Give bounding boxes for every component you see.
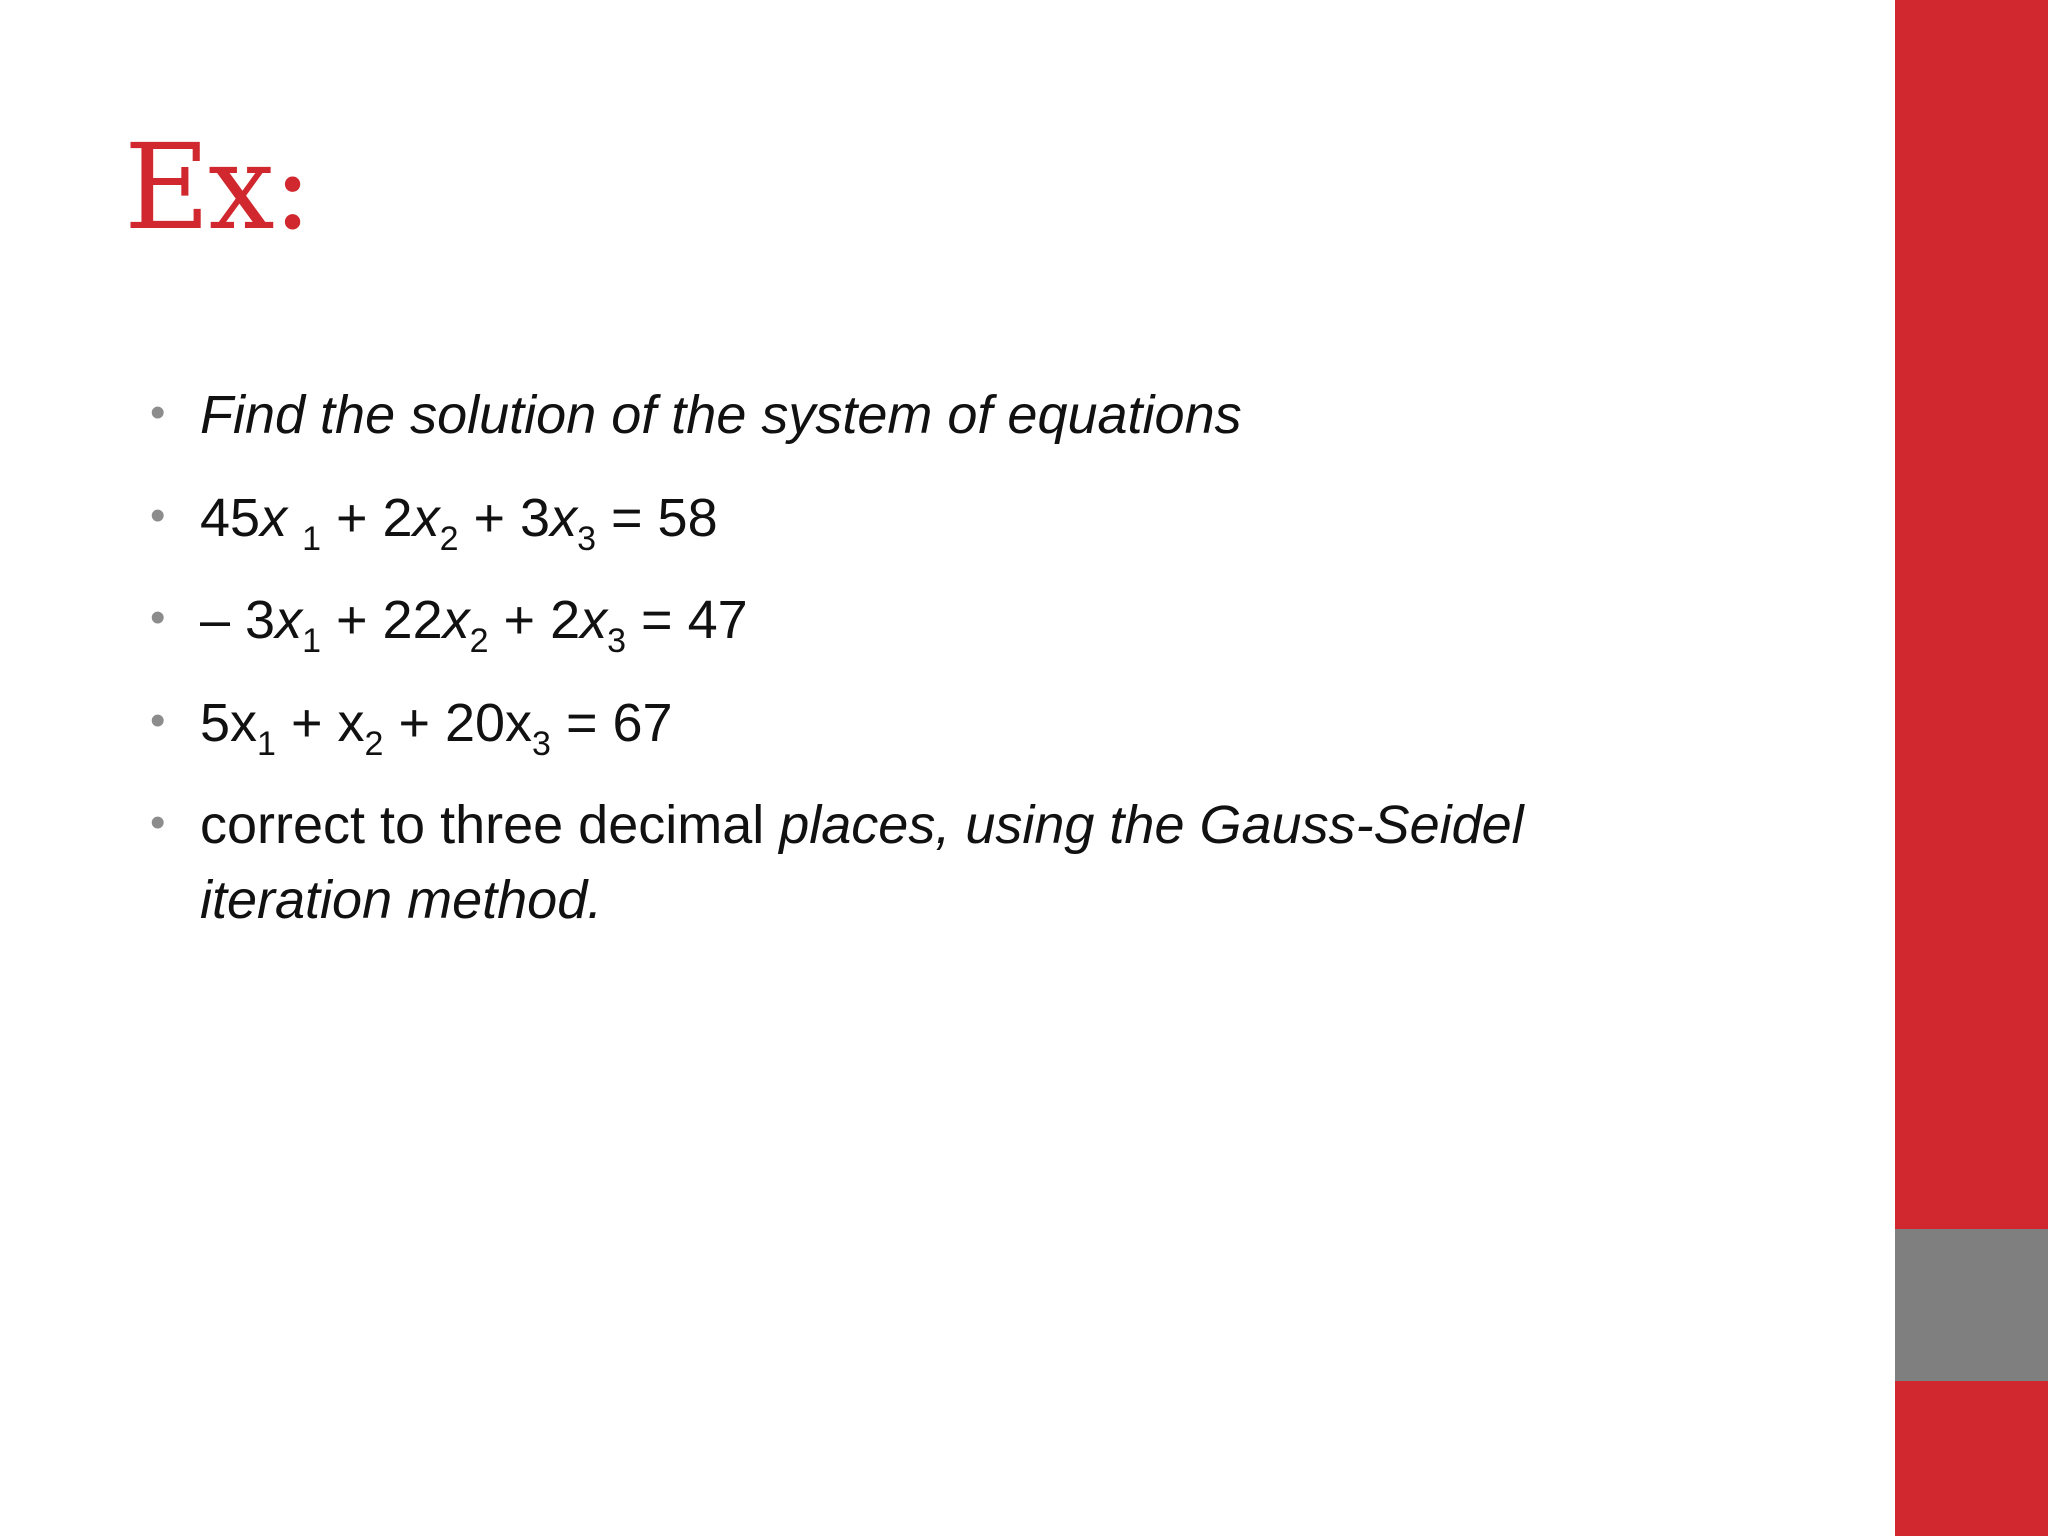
bullet-dot-icon: • <box>150 798 166 848</box>
side-bar-gray-block <box>1895 1229 2048 1381</box>
bullet-dot-icon: • <box>150 695 166 745</box>
instruction-text: Find the solution of the system of equations <box>200 385 1242 445</box>
bullet-dot-icon: • <box>150 490 166 540</box>
conclusion-text: correct to three decimal places, using the Gauss-Seidel iteration method. <box>200 795 1524 930</box>
equation-3: $5x_1 + x_2 + 20x_3 = 67$ <box>200 692 673 763</box>
bullet-item-conclusion <box>150 788 1710 937</box>
bullet-item-equation-1 <box>150 481 1710 556</box>
bullet-item-equation-3 <box>150 686 1710 761</box>
bullet-dot-icon: • <box>150 388 166 437</box>
equation-1: 45x $_1 + 2x_2 + 3x_3 = 58$ <box>200 487 718 558</box>
slide-title: Ex: <box>124 118 311 256</box>
bullet-item-equation-2 <box>150 583 1710 661</box>
bullet-dot-icon: • <box>150 593 166 643</box>
bullet-list <box>150 378 1710 965</box>
bullet-item-instruction <box>150 378 1710 453</box>
equation-2: – $3x_1 + 22x_2 + 2x_3 = 47$ <box>200 590 748 661</box>
